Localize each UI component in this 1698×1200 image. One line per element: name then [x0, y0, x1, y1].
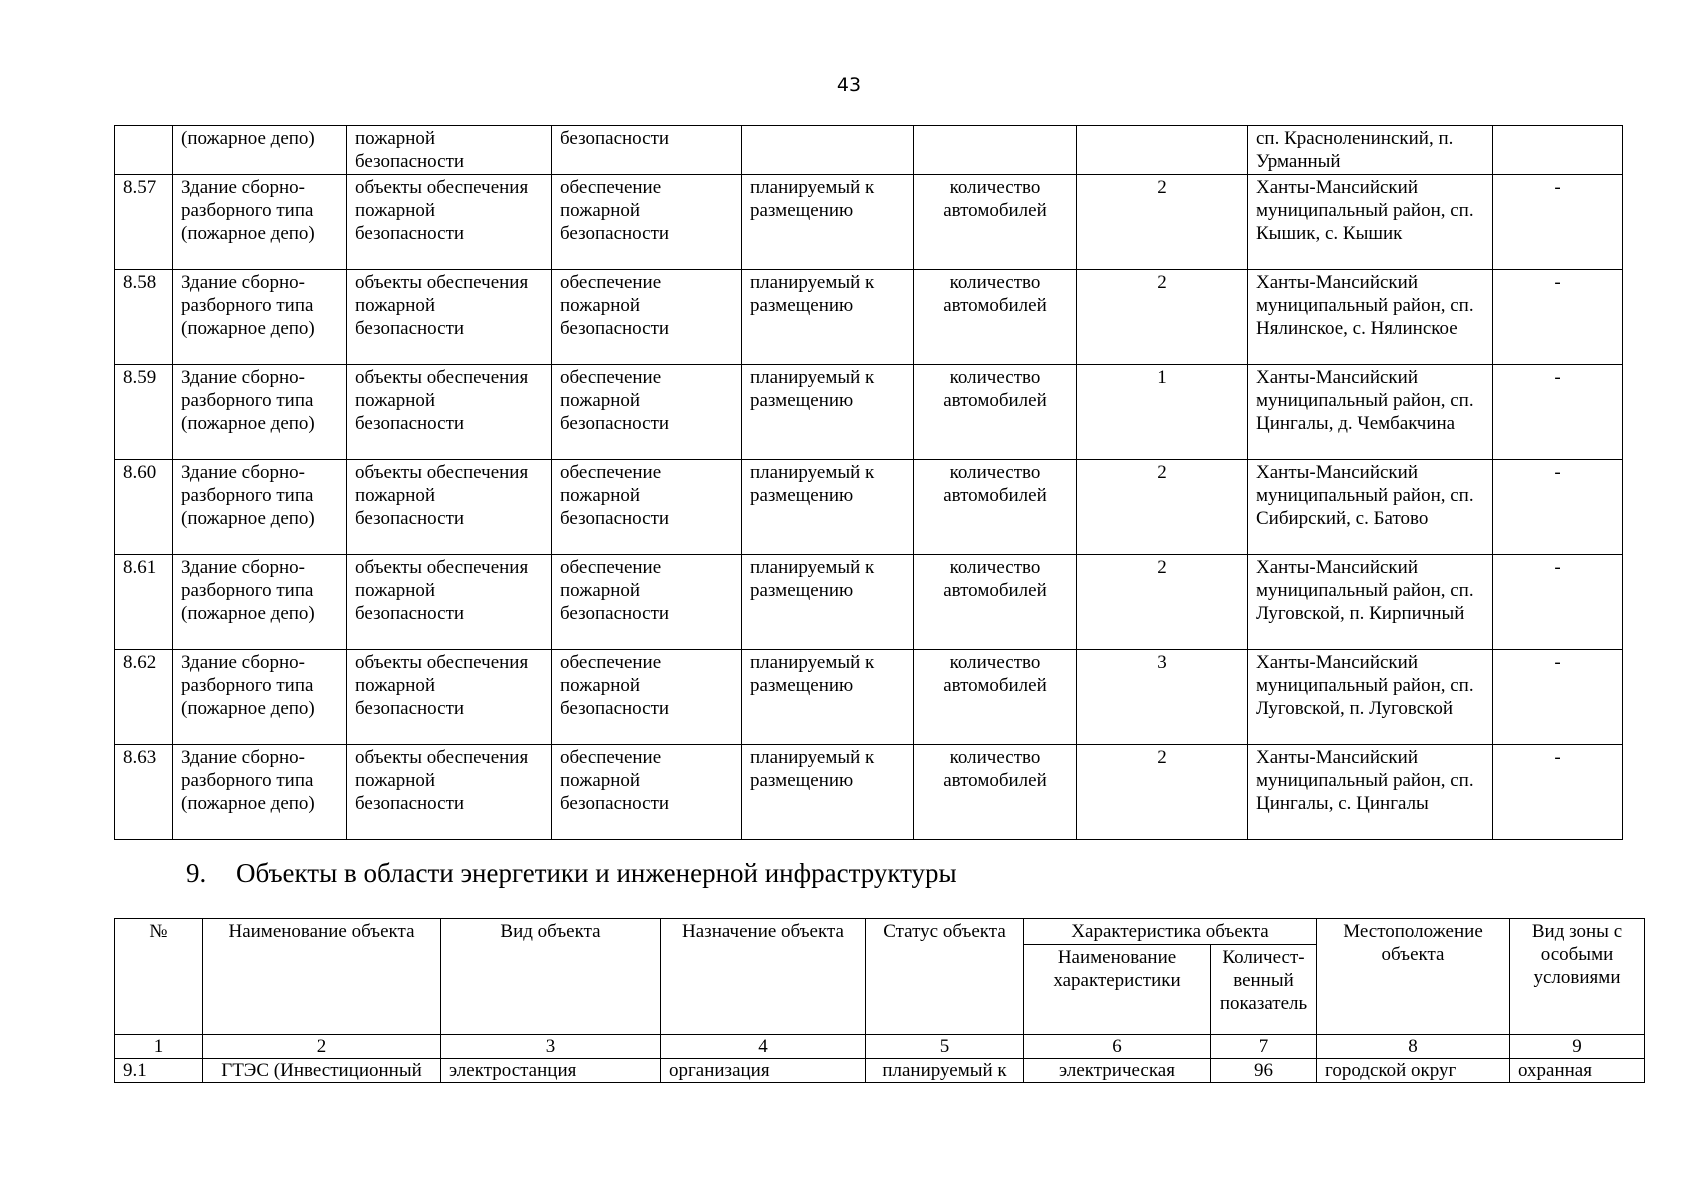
cell-location: Ханты-Мансийский муниципальный район, сп. Кышик, с. Кышик: [1248, 175, 1493, 270]
cell-purpose: обеспечение пожарной безопасности: [552, 555, 742, 650]
table-cell: (пожарное депо): [173, 126, 347, 175]
table-header-row: [115, 919, 1645, 945]
cell-location: Ханты-Мансийский муниципальный район, сп. Луговской, п. Луговской: [1248, 650, 1493, 745]
cell-zone: -: [1493, 650, 1623, 745]
page-number: 43: [836, 74, 862, 96]
column-number: 8: [1317, 1035, 1510, 1059]
cell-type: объекты обеспечения пожарной безопасности: [347, 555, 552, 650]
table-cell: охранная: [1510, 1059, 1645, 1083]
column-number: 9: [1510, 1035, 1645, 1059]
cell-location: Ханты-Мансийский муниципальный район, сп. Цингалы, д. Чембакчина: [1248, 365, 1493, 460]
cell-purpose: обеспечение пожарной безопасности: [552, 460, 742, 555]
column-number: 7: [1211, 1035, 1317, 1059]
cell-status: планируемый к размещению: [742, 175, 914, 270]
table-cell: организация: [661, 1059, 866, 1083]
cell-char-value: 2: [1077, 745, 1248, 840]
header-purpose: Назначение объекта: [661, 919, 866, 1035]
column-number: 1: [115, 1035, 203, 1059]
table-cell: городской округ: [1317, 1059, 1510, 1083]
cell-char-name: количество автомобилей: [914, 175, 1077, 270]
cell-status: планируемый к размещению: [742, 555, 914, 650]
cell-type: объекты обеспечения пожарной безопасности: [347, 650, 552, 745]
header-location: Местоположение объекта: [1317, 919, 1510, 1035]
cell-status: планируемый к размещению: [742, 270, 914, 365]
cell-char-value: 1: [1077, 365, 1248, 460]
cell-zone: -: [1493, 175, 1623, 270]
table-cell: электрическая: [1024, 1059, 1211, 1083]
table-cell: сп. Красноленинский, п. Урманный: [1248, 126, 1493, 175]
cell-name: Здание сборно-разборного типа (пожарное депо): [173, 460, 347, 555]
cell-char-name: количество автомобилей: [914, 365, 1077, 460]
table-cell: планируемый к: [866, 1059, 1024, 1083]
table-row: [115, 270, 1623, 365]
cell-zone: -: [1493, 270, 1623, 365]
cell-num: 8.62: [115, 650, 173, 745]
cell-name: Здание сборно-разборного типа (пожарное депо): [173, 270, 347, 365]
table-cell: безопасности: [552, 126, 742, 175]
cell-purpose: обеспечение пожарной безопасности: [552, 650, 742, 745]
column-number: 2: [203, 1035, 441, 1059]
cell-status: планируемый к размещению: [742, 460, 914, 555]
cell-name: Здание сборно-разборного типа (пожарное депо): [173, 365, 347, 460]
cell-type: объекты обеспечения пожарной безопасности: [347, 175, 552, 270]
header-num: №: [115, 919, 203, 1035]
header-status: Статус объекта: [866, 919, 1024, 1035]
cell-location: Ханты-Мансийский муниципальный район, сп. Сибирский, с. Батово: [1248, 460, 1493, 555]
table-cell: [1077, 126, 1248, 175]
cell-num: 8.61: [115, 555, 173, 650]
cell-zone: -: [1493, 365, 1623, 460]
cell-char-name: количество автомобилей: [914, 555, 1077, 650]
column-number: 3: [441, 1035, 661, 1059]
fire-depot-table: [114, 125, 1623, 840]
column-number: 4: [661, 1035, 866, 1059]
cell-char-value: 2: [1077, 460, 1248, 555]
energy-objects-table: [114, 918, 1645, 1083]
cell-type: объекты обеспечения пожарной безопасности: [347, 365, 552, 460]
cell-char-name: количество автомобилей: [914, 270, 1077, 365]
cell-char-name: количество автомобилей: [914, 745, 1077, 840]
cell-purpose: обеспечение пожарной безопасности: [552, 365, 742, 460]
section-title: [186, 858, 957, 889]
cell-location: Ханты-Мансийский муниципальный район, сп. Луговской, п. Кирпичный: [1248, 555, 1493, 650]
table-cell: пожарной безопасности: [347, 126, 552, 175]
table-row: [115, 175, 1623, 270]
column-number: 6: [1024, 1035, 1211, 1059]
section-title-text: Объекты в области энергетики и инженерной инфраструктуры: [236, 858, 957, 888]
cell-status: планируемый к размещению: [742, 650, 914, 745]
cell-purpose: обеспечение пожарной безопасности: [552, 745, 742, 840]
section-number: 9.: [186, 858, 207, 888]
header-characteristic: Характеристика объекта: [1024, 919, 1317, 945]
table-cell: ГТЭС (Инвестиционный: [203, 1059, 441, 1083]
cell-type: объекты обеспечения пожарной безопасности: [347, 745, 552, 840]
table-row: [115, 555, 1623, 650]
table-cell: 9.1: [115, 1059, 203, 1083]
table-cell: электростанция: [441, 1059, 661, 1083]
cell-num: 8.57: [115, 175, 173, 270]
cell-name: Здание сборно-разборного типа (пожарное депо): [173, 555, 347, 650]
cell-name: Здание сборно-разборного типа (пожарное депо): [173, 175, 347, 270]
cell-location: Ханты-Мансийский муниципальный район, сп. Нялинское, с. Нялинское: [1248, 270, 1493, 365]
table-cell: [1493, 126, 1623, 175]
cell-char-value: 3: [1077, 650, 1248, 745]
table-cell: [914, 126, 1077, 175]
table-cell: [742, 126, 914, 175]
cell-char-value: 2: [1077, 270, 1248, 365]
header-char-value: Количест-венный показатель: [1211, 945, 1317, 1035]
table-row: [115, 745, 1623, 840]
table-cell: 96: [1211, 1059, 1317, 1083]
cell-purpose: обеспечение пожарной безопасности: [552, 270, 742, 365]
header-name: Наименование объекта: [203, 919, 441, 1035]
cell-char-name: количество автомобилей: [914, 460, 1077, 555]
cell-status: планируемый к размещению: [742, 365, 914, 460]
cell-location: Ханты-Мансийский муниципальный район, сп. Цингалы, с. Цингалы: [1248, 745, 1493, 840]
header-char-name: Наименование характеристики: [1024, 945, 1211, 1035]
cell-status: планируемый к размещению: [742, 745, 914, 840]
cell-zone: -: [1493, 460, 1623, 555]
header-type: Вид объекта: [441, 919, 661, 1035]
table-row: [115, 365, 1623, 460]
table-continuation-row: [115, 126, 1623, 175]
cell-num: 8.59: [115, 365, 173, 460]
cell-type: объекты обеспечения пожарной безопасности: [347, 460, 552, 555]
table-cell: [115, 126, 173, 175]
table-row: [115, 460, 1623, 555]
cell-num: 8.60: [115, 460, 173, 555]
table-row: [115, 650, 1623, 745]
cell-purpose: обеспечение пожарной безопасности: [552, 175, 742, 270]
column-number-row: [115, 1035, 1645, 1059]
cell-name: Здание сборно-разборного типа (пожарное депо): [173, 650, 347, 745]
cell-num: 8.63: [115, 745, 173, 840]
header-zone: Вид зоны с особыми условиями: [1510, 919, 1645, 1035]
cell-zone: -: [1493, 745, 1623, 840]
cell-name: Здание сборно-разборного типа (пожарное депо): [173, 745, 347, 840]
cell-num: 8.58: [115, 270, 173, 365]
cell-zone: -: [1493, 555, 1623, 650]
cell-char-name: количество автомобилей: [914, 650, 1077, 745]
cell-char-value: 2: [1077, 555, 1248, 650]
column-number: 5: [866, 1035, 1024, 1059]
cell-char-value: 2: [1077, 175, 1248, 270]
cell-type: объекты обеспечения пожарной безопасности: [347, 270, 552, 365]
table-row: [115, 1059, 1645, 1083]
